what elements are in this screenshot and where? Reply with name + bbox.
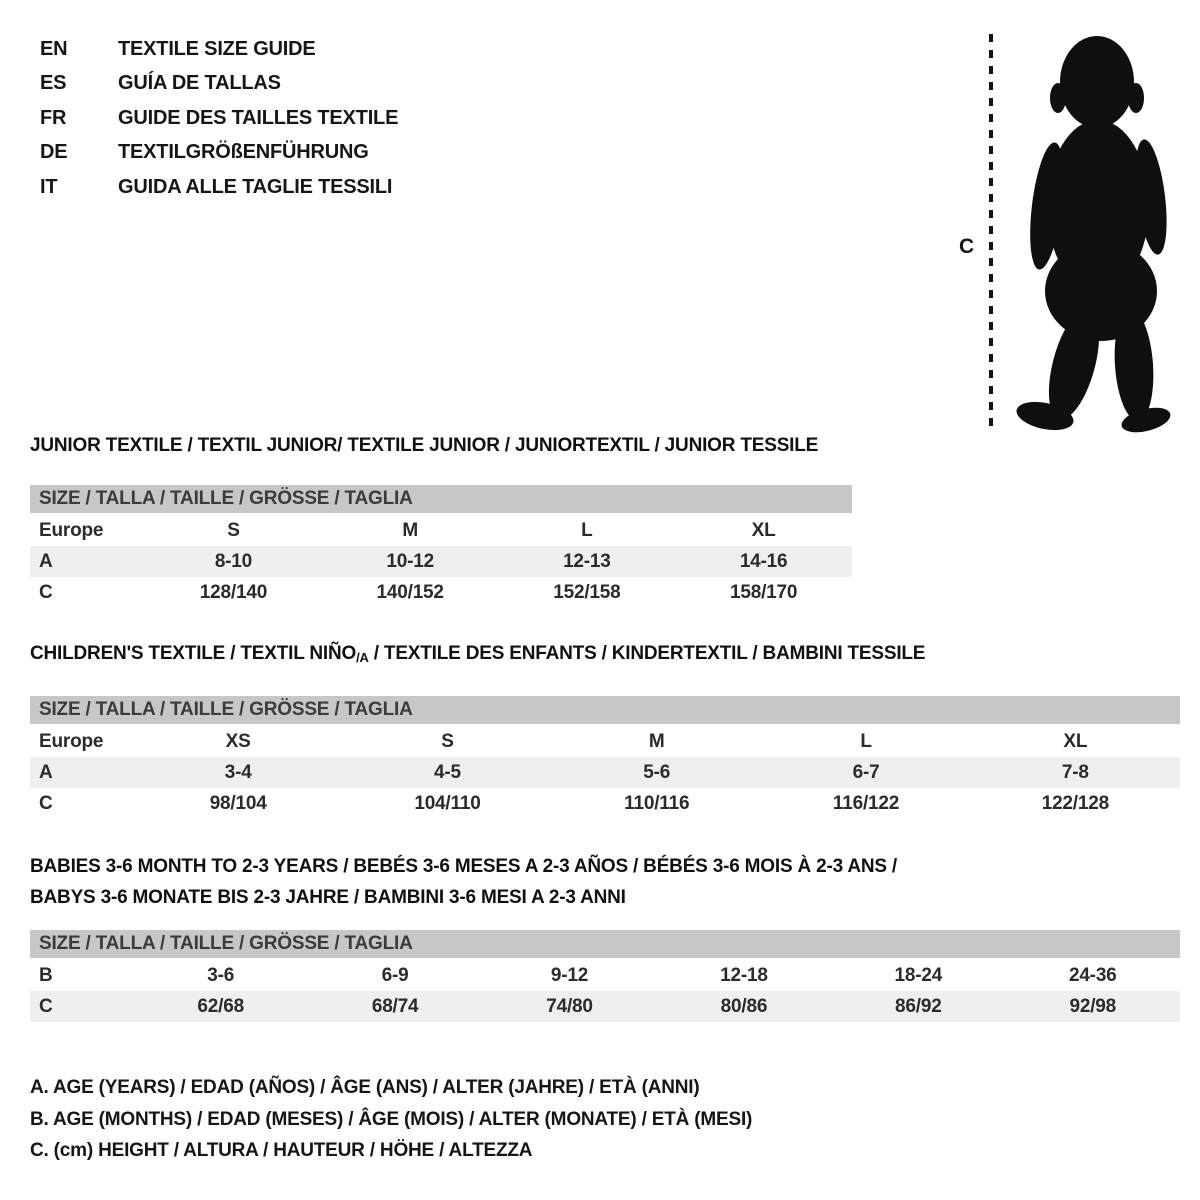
size-cell: S [227,519,240,541]
legend-height-cm: C. (cm) HEIGHT / ALTURA / HAUTEUR / HÖHE / ALTEZZA [30,1140,533,1161]
height-dashed-line [989,34,993,432]
lang-row-de [40,136,398,171]
value-cell: 110/116 [624,792,690,814]
guide-title-es: GUÍA DE TALLAS [118,72,281,95]
size-cell: XL [1063,730,1088,752]
row-label: C [39,792,53,814]
row-label: A [39,761,53,783]
children-size-table [30,726,1180,819]
junior-section-title: JUNIOR TEXTILE / TEXTIL JUNIOR/ TEXTILE JUNIOR / JUNIORTEXTIL / JUNIOR TESSILE [30,435,819,456]
children-title-post: / TEXTILE DES ENFANTS / KINDERTEXTIL / BAMBINI TESSILE [368,643,926,664]
lang-code: EN [40,37,68,60]
value-cell: 6-7 [852,761,880,783]
value-cell: 18-24 [894,964,943,986]
value-cell: 104/110 [414,792,481,814]
measurement-legend [30,1072,752,1167]
babies-textile-section [30,851,1180,1022]
row-label: B [39,964,53,986]
children-section-title [30,644,1180,668]
size-cell: L [581,519,593,541]
table-row-height [30,788,1180,819]
lang-row-fr [40,101,398,136]
value-cell: 122/128 [1041,792,1109,814]
value-cell: 62/68 [197,995,244,1017]
junior-textile-section [30,436,852,608]
children-title-pre: CHILDREN'S TEXTILE / TEXTIL NIÑO [30,643,357,664]
guide-title-it: GUIDA ALLE TAGLIE TESSILI [118,175,393,198]
legend-age-years: A. AGE (YEARS) / EDAD (AÑOS) / ÂGE (ANS) / ALTER (JAHRE) / ETÀ (ANNI) [30,1077,700,1098]
lang-code: FR [40,106,67,129]
value-cell: 86/92 [895,995,942,1017]
table-row-height [30,991,1180,1022]
lang-row-es [40,67,398,102]
row-label: Europe [39,730,104,752]
junior-size-table [30,515,852,608]
value-cell: 8-10 [214,550,253,572]
table-row-europe [30,515,852,546]
language-title-list [40,32,398,205]
table-row-age [30,757,1180,788]
guide-title-en: TEXTILE SIZE GUIDE [118,37,316,60]
size-cell: XL [751,519,776,541]
value-cell: 80/86 [720,995,768,1017]
children-textile-section [30,644,1180,819]
size-cell: XS [225,730,251,752]
value-cell: 152/158 [553,581,621,603]
row-label: C [39,995,53,1017]
babies-size-table [30,960,1180,1022]
value-cell: 158/170 [729,581,798,603]
size-cell: L [860,730,872,752]
lang-code: ES [40,72,67,95]
lang-row-it [40,170,398,205]
value-cell: 140/152 [376,581,444,603]
lang-code: IT [40,175,58,198]
children-size-header-bar: SIZE / TALLA / TAILLE / GRÖSSE / TAGLIA [30,696,1180,724]
height-measure-label: C [959,235,975,258]
value-cell: 10-12 [386,550,434,572]
value-cell: 3-4 [224,761,252,783]
value-cell: 6-9 [381,964,409,986]
toddler-silhouette-icon [1011,34,1173,434]
value-cell: 128/140 [199,581,268,603]
value-cell: 24-36 [1068,964,1117,986]
size-cell: M [402,519,418,541]
value-cell: 5-6 [643,761,671,783]
guide-title-de: TEXTILGRÖßENFÜHRUNG [118,141,369,164]
value-cell: 12-18 [720,964,768,986]
size-cell: M [648,730,665,752]
value-cell: 3-6 [207,964,235,986]
table-row-height [30,577,852,608]
row-label: C [39,581,53,603]
children-title-sub: /A [356,650,369,665]
babies-title-line2: BABYS 3-6 MONATE BIS 2-3 JAHRE / BAMBINI 3-6 MESI A 2-3 ANNI [30,887,626,908]
table-row-age-months [30,960,1180,991]
guide-title-fr: GUIDE DES TAILLES TEXTILE [118,106,399,129]
row-label: A [39,550,53,572]
value-cell: 92/98 [1069,995,1117,1017]
babies-title-line1: BABIES 3-6 MONTH TO 2-3 YEARS / BEBÉS 3-6 MESES A 2-3 AÑOS / BÉBÉS 3-6 MOIS À 2-3 ANS / [30,856,898,877]
value-cell: 14-16 [739,550,788,572]
value-cell: 98/104 [209,792,267,814]
row-label: Europe [39,519,104,541]
value-cell: 74/80 [546,995,593,1017]
lang-code: DE [40,141,68,164]
legend-age-months: B. AGE (MONTHS) / EDAD (MESES) / ÂGE (MOIS) / ALTER (MONATE) / ETÀ (MESI) [30,1108,753,1130]
height-measure-figure [955,34,1190,436]
size-cell: S [441,730,454,752]
value-cell: 9-12 [550,964,589,986]
babies-section-title [30,851,1180,913]
lang-row-en [40,32,398,67]
junior-size-header-bar: SIZE / TALLA / TAILLE / GRÖSSE / TAGLIA [30,485,852,513]
babies-size-header-bar: SIZE / TALLA / TAILLE / GRÖSSE / TAGLIA [30,930,1180,958]
value-cell: 68/74 [371,995,419,1017]
table-row-age [30,546,852,577]
value-cell: 4-5 [434,761,461,783]
value-cell: 12-13 [563,550,611,572]
table-row-europe [30,726,1180,757]
value-cell: 116/122 [832,792,900,814]
value-cell: 7-8 [1061,761,1089,783]
